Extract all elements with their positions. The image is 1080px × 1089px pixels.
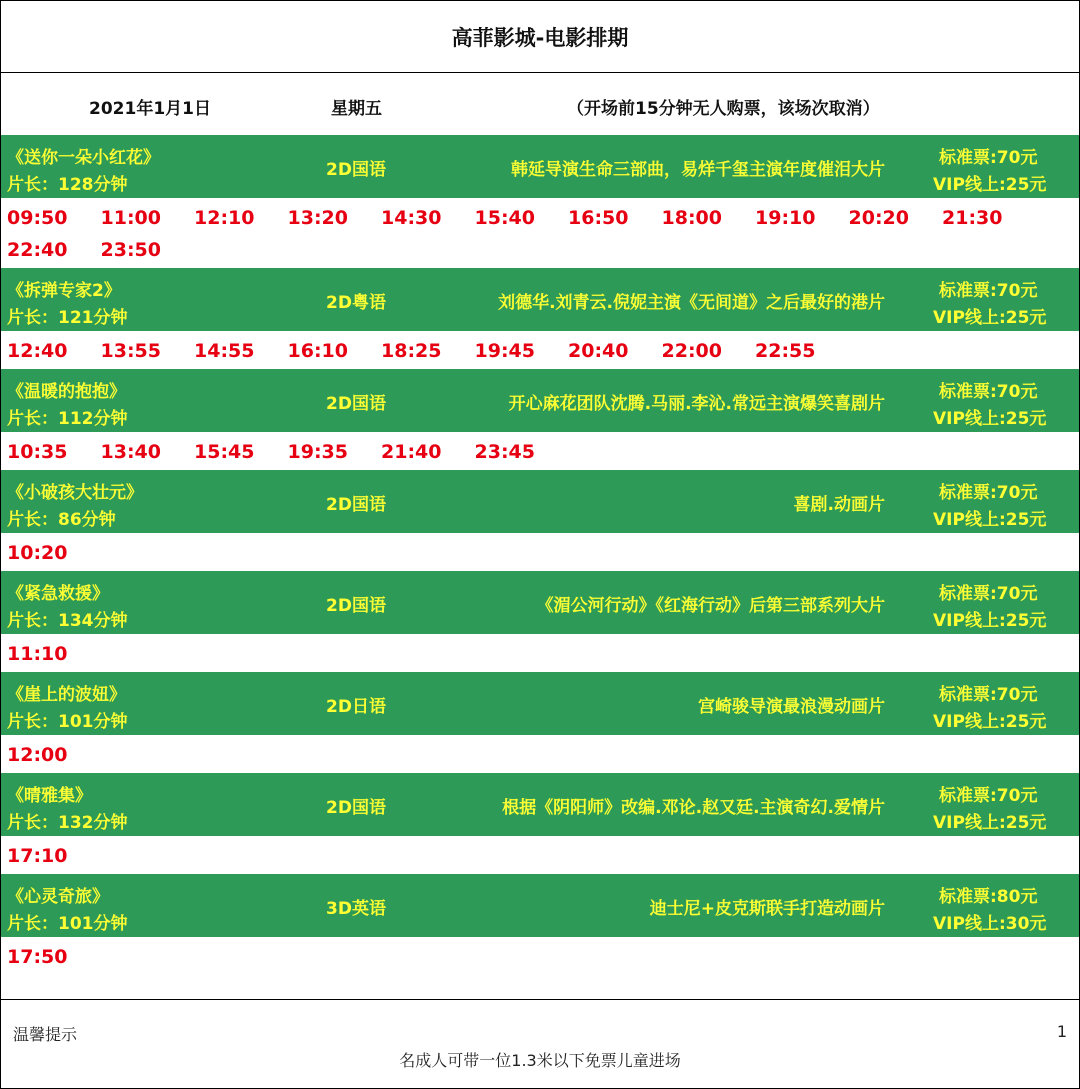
movie-description: 刘德华.刘青云.倪妮主演《无间道》之后最好的港片 <box>498 293 885 313</box>
movie-format: 2D国语 <box>326 596 386 616</box>
showtime: 11:10 <box>7 643 68 665</box>
movie-length: 片长：112分钟 <box>7 409 128 429</box>
movie-block <box>1 369 1079 470</box>
showtime: 12:40 <box>7 340 68 362</box>
vip-price: VIP线上:25元 <box>933 308 1047 328</box>
movie-title: 《送你一朵小红花》 <box>7 148 160 168</box>
movie-title: 《紧急救援》 <box>7 584 109 604</box>
movie-description: 喜剧.动画片 <box>793 495 885 515</box>
movie-format: 2D国语 <box>326 160 386 180</box>
showtime: 15:40 <box>474 207 535 229</box>
movie-info-row <box>1 470 1079 533</box>
standard-price: 标准票:70元 <box>939 148 1038 168</box>
showtime-row <box>1 432 1079 470</box>
showtime: 23:45 <box>474 441 535 463</box>
movie-title: 《温暖的抱抱》 <box>7 382 126 402</box>
standard-price: 标准票:70元 <box>939 584 1038 604</box>
standard-price: 标准票:70元 <box>939 281 1038 301</box>
showtime-row <box>1 331 1079 369</box>
vip-price: VIP线上:25元 <box>933 175 1047 195</box>
movie-description: 根据《阴阳师》改编.邓论.赵又廷.主演奇幻.爱情片 <box>502 798 885 818</box>
vip-price: VIP线上:25元 <box>933 409 1047 429</box>
movie-block <box>1 470 1079 571</box>
showtime: 16:50 <box>568 207 629 229</box>
movie-list <box>1 135 1079 975</box>
showtime: 17:50 <box>7 946 68 968</box>
page-title: 高菲影城-电影排期 <box>1 1 1079 73</box>
movie-description: 迪士尼+皮克斯联手打造动画片 <box>649 899 885 919</box>
movie-length: 片长：128分钟 <box>7 175 128 195</box>
showtime: 20:20 <box>848 207 909 229</box>
movie-block <box>1 135 1079 268</box>
showtime: 14:30 <box>381 207 442 229</box>
showtime: 18:25 <box>381 340 442 362</box>
showtime: 11:00 <box>100 207 161 229</box>
movie-title: 《小破孩大壮元》 <box>7 483 143 503</box>
movie-format: 2D日语 <box>326 697 386 717</box>
showtime: 19:45 <box>474 340 535 362</box>
movie-format: 2D国语 <box>326 798 386 818</box>
movie-info-row <box>1 268 1079 331</box>
showtime: 13:20 <box>287 207 348 229</box>
movie-length: 片长：121分钟 <box>7 308 128 328</box>
movie-info-row <box>1 369 1079 432</box>
movie-title: 《拆弹专家2》 <box>7 281 121 301</box>
showtime: 19:35 <box>287 441 348 463</box>
movie-block <box>1 571 1079 672</box>
showtime-row <box>1 937 1079 975</box>
standard-price: 标准票:70元 <box>939 382 1038 402</box>
movie-description: 开心麻花团队沈腾.马丽.李沁.常远主演爆笑喜剧片 <box>508 394 885 414</box>
standard-price: 标准票:70元 <box>939 483 1038 503</box>
showtime: 20:40 <box>568 340 629 362</box>
showtime-row <box>1 836 1079 874</box>
movie-info-row <box>1 773 1079 836</box>
child-ticket-note: 名成人可带一位1.3米以下免票儿童进场 <box>399 1051 681 1070</box>
movie-format: 2D国语 <box>326 495 386 515</box>
showtime-row <box>1 198 1079 268</box>
showtime: 21:30 <box>942 207 1003 229</box>
showtime-row <box>1 634 1079 672</box>
movie-title: 《晴雅集》 <box>7 786 92 806</box>
movie-length: 片长：132分钟 <box>7 813 128 833</box>
movie-length: 片长：86分钟 <box>7 510 116 530</box>
showtime: 12:00 <box>7 744 68 766</box>
showtime: 13:40 <box>100 441 161 463</box>
showtime: 19:10 <box>755 207 816 229</box>
movie-length: 片长：134分钟 <box>7 611 128 631</box>
movie-block <box>1 874 1079 975</box>
movie-format: 2D粤语 <box>326 293 386 313</box>
standard-price: 标准票:80元 <box>939 887 1038 907</box>
movie-block <box>1 773 1079 874</box>
showtime: 18:00 <box>661 207 722 229</box>
movie-length: 片长：101分钟 <box>7 914 128 934</box>
movie-format: 2D国语 <box>326 394 386 414</box>
standard-price: 标准票:70元 <box>939 786 1038 806</box>
vip-price: VIP线上:25元 <box>933 611 1047 631</box>
showtime: 09:50 <box>7 207 68 229</box>
vip-price: VIP线上:25元 <box>933 712 1047 732</box>
movie-description: 宫崎骏导演最浪漫动画片 <box>698 697 885 717</box>
movie-info-row <box>1 874 1079 937</box>
showtime: 23:50 <box>100 239 161 261</box>
weekday-text: 星期五 <box>331 99 382 119</box>
date-line <box>1 73 1079 135</box>
showtime: 15:45 <box>194 441 255 463</box>
vip-price: VIP线上:25元 <box>933 813 1047 833</box>
showtime-row <box>1 735 1079 773</box>
page-number: 1 <box>1056 1022 1067 1041</box>
vip-price: VIP线上:25元 <box>933 510 1047 530</box>
showtime: 12:10 <box>194 207 255 229</box>
movie-title: 《心灵奇旅》 <box>7 887 109 907</box>
standard-price: 标准票:70元 <box>939 685 1038 705</box>
tip-label: 温馨提示 <box>13 1025 78 1044</box>
footer <box>1 999 1079 1088</box>
movie-info-row <box>1 672 1079 735</box>
movie-title: 《崖上的波妞》 <box>7 685 126 705</box>
showtime: 21:40 <box>381 441 442 463</box>
showtime-row <box>1 533 1079 571</box>
showtime: 13:55 <box>100 340 161 362</box>
movie-info-row <box>1 135 1079 198</box>
movie-description: 《湄公河行动》《红海行动》后第三部系列大片 <box>536 596 885 616</box>
showtime: 10:20 <box>7 542 68 564</box>
showtime: 22:40 <box>7 239 68 261</box>
movie-block <box>1 268 1079 369</box>
showtime: 14:55 <box>194 340 255 362</box>
movie-format: 3D英语 <box>326 899 386 919</box>
showtime: 22:55 <box>755 340 816 362</box>
movie-info-row <box>1 571 1079 634</box>
movie-length: 片长：101分钟 <box>7 712 128 732</box>
showtime: 16:10 <box>287 340 348 362</box>
movie-description: 韩延导演生命三部曲，易烊千玺主演年度催泪大片 <box>511 160 885 180</box>
movie-block <box>1 672 1079 773</box>
cancel-notice: （开场前15分钟无人购票，该场次取消） <box>567 99 880 119</box>
showtime: 10:35 <box>7 441 68 463</box>
showtime: 17:10 <box>7 845 68 867</box>
vip-price: VIP线上:30元 <box>933 914 1047 934</box>
showtime: 22:00 <box>661 340 722 362</box>
date-text: 2021年1月1日 <box>89 99 211 119</box>
